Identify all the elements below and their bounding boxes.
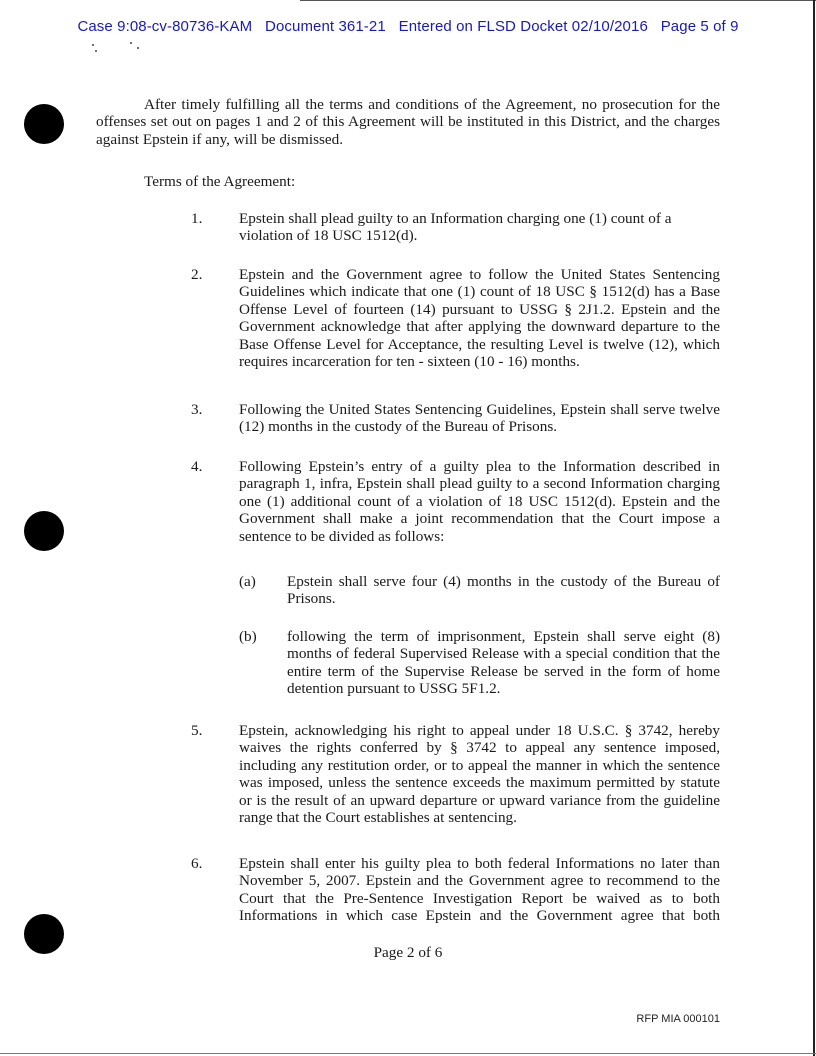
term-text: Epstein shall enter his guilty plea to both federal Informations no later than November 5, 2007. Epstein and the Government agree to recommend to the Court that the Pre-Sentence Investigation Report be waived as to both Informations in which case Epstein and the Government agree that both [239, 855, 720, 925]
term-number: 6. [191, 855, 203, 872]
bates-number: RFP MIA 000101 [636, 1013, 720, 1025]
page-footer: Page 2 of 6 [373, 944, 443, 961]
scan-speck [92, 44, 94, 46]
term-text: Following the United States Sentencing Guidelines, Epstein shall serve twelve (12) months in the custody of the Bureau of Prisons. [239, 401, 720, 436]
subitem-text: Epstein shall serve four (4) months in the custody of the Bureau of Prisons. [287, 573, 720, 608]
case-number: Case 9:08-cv-80736-KAM [77, 18, 253, 35]
scan-speck [95, 50, 97, 52]
intro-paragraph: After timely fulfilling all the terms and conditions of the Agreement, no prosecution for the offenses set out on pages 1 and 2 of this Agreement will be instituted in this District, and the charges against Epstein if any, will be dismissed. [96, 96, 720, 148]
term-number: 1. [191, 210, 203, 227]
term-text: Epstein, acknowledging his right to appeal under 18 U.S.C. § 3742, hereby waives the rights conferred by § 3742 to appeal any sentence imposed, including any restitution order, or to appeal the manner in which the sentence was imposed, unless the sentence exceeds the maximum permitted by statute or is the result of an upward departure or upward variance from the guideline range that the Court establishes at sentencing. [239, 722, 720, 827]
entered-date: Entered on FLSD Docket 02/10/2016 [398, 18, 648, 35]
term-number: 2. [191, 266, 203, 283]
terms-heading: Terms of the Agreement: [144, 173, 296, 190]
term-text: Epstein shall plead guilty to an Information charging one (1) count of a violation of 18 USC 1512(d). [239, 210, 672, 245]
term-number: 4. [191, 458, 203, 475]
subitem-label: (a) [239, 573, 256, 590]
term-number: 5. [191, 722, 203, 739]
scan-speck [130, 42, 132, 44]
document-number: Document 361-21 [265, 18, 386, 35]
scan-speck [137, 47, 139, 49]
term-number: 3. [191, 401, 203, 418]
term-text: Following Epstein’s entry of a guilty plea to the Information described in paragraph 1, infra, Epstein shall plead guilty to a second Information charging one (1) additional count of a violation of 18 USC 1512(d). Epstein and the Government shall make a joint recommendation that the Court impose a sentence to be divided as follows: [239, 458, 720, 545]
term-text: Epstein and the Government agree to follow the United States Sentencing Guidelines which indicate that one (1) count of 18 USC § 1512(d) has a Base Offense Level of fourteen (14) pursuant to USSG § 2J1.2. Epstein and the Government acknowledge that after applying the downward departure to the Base Offense Level for Acceptance, the resulting Level is twelve (12), which requires incarceration for ten - sixteen (10 - 16) months. [239, 266, 720, 371]
bottom-edge-line [0, 1053, 816, 1054]
top-edge-line [300, 0, 816, 1]
docket-header [0, 18, 816, 35]
punch-hole [24, 511, 64, 551]
right-edge-line [813, 0, 815, 1056]
header-page-number: Page 5 of 9 [660, 18, 739, 35]
subitem-text: following the term of imprisonment, Epstein shall serve eight (8) months of federal Supervised Release with a special condition that the entire term of the Supervise Release be served in the form of home detention pursuant to USSG 5F1.2. [287, 628, 720, 698]
subitem-label: (b) [239, 628, 257, 645]
punch-hole [24, 104, 64, 144]
